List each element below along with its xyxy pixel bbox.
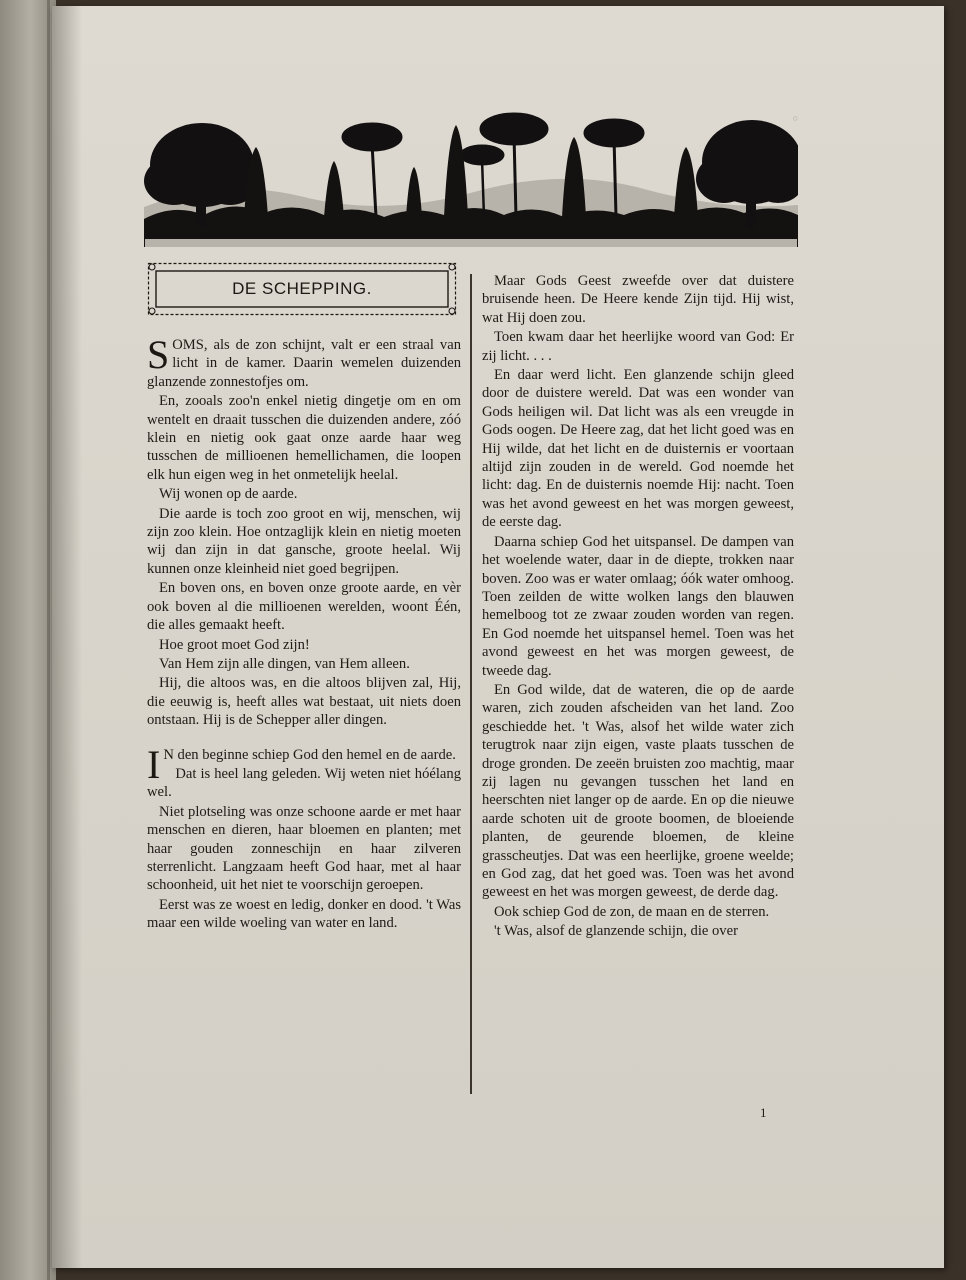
left-column xyxy=(147,262,461,933)
paragraph: Toen kwam daar het heerlijke woord van God: Er zij licht. . . . xyxy=(482,329,794,364)
intro-text: OMS, als de zon schijnt, valt er een straal van licht in de kamer. Daarin wemelen duizenden glanzende zonnestofjes om. xyxy=(147,337,461,390)
right-column xyxy=(482,272,794,941)
tropical-landscape-vignette-icon xyxy=(144,107,798,247)
column-divider xyxy=(470,274,472,1094)
paragraph: En, zooals zoo'n enkel nietig dingetje om en om wentelt en draait tusschen die duizenden andere, zóó klein en nietig ook gaat onze aarde haar weg tusschen de millioenen hemellichamen, die loopen elk hun eigen weg in het onmetelijk heelal. xyxy=(147,393,461,483)
paragraph: 't Was, alsof de glanzende schijn, die over xyxy=(494,923,738,940)
paragraph: Eerst was ze woest en ledig, donker en dood. 't Was maar een wilde woeling van water en land. xyxy=(147,896,461,932)
paragraph: Wij wonen op de aarde. xyxy=(159,486,298,503)
paragraph: En boven ons, en boven onze groote aarde, en vèr ook boven al die millioenen werelden, woont Één, die alles gemaakt heeft. xyxy=(147,580,461,634)
paragraph: En God wilde, dat de wateren, die op de aarde waren, zich zouden afscheiden van het land. Zoo geschiedde het. 't Was, alsof het wilde water zich terugtrok naar zijn eigen, vaste plaats tusschen de droge gronden. De zeeën bruisten zoo machtig, maar zij lagen nu gevangen tusschen het land en heerschten niet langer op de aarde. En op die nieuwe aarde schoten uit de groote boomen, de bloeiende planten, de geurende bloemen, de kleine grasscheutjes. Dat was een heerlijke, groene weelde; en God zag, dat het goed was. Toen was het avond geweest en het was morgen geweest, de derde dag. xyxy=(482,681,794,901)
paragraph: Maar Gods Geest zweefde over dat duistere bruisende heen. De Heere kende Zijn tijd. Hij wist, wat Hij doen zou. xyxy=(482,273,794,326)
paragraph: Niet plotseling was onze schoone aarde er met haar menschen en dieren, haar bloemen en planten; met haar gouden zonneschijn en haar zilveren sterrenlicht. Langzaam heeft God haar, met al haar schoonheid, uit het niet te voorschijn geroepen. xyxy=(147,803,461,894)
title-frame xyxy=(147,262,457,316)
paragraph: Dat is heel lang geleden. Wij weten niet hóélang wel. xyxy=(147,765,461,801)
dropcap: I xyxy=(147,741,161,787)
page-number: 1 xyxy=(760,1105,767,1120)
gutter-shadow xyxy=(52,6,82,1268)
paragraph: Die aarde is toch zoo groot en wij, menschen, wij zijn zoo klein. Hoe ontzaglijk klein en nietig moeten wij dan zijn in dat gansche, groote heelal. Wij kunnen onze kleinheid niet goed begrijpen. xyxy=(147,505,461,577)
paragraph: En daar werd licht. Een glanzende schijn gleed door de duistere wereld. Dat was een wonder van Gods heiligen wil. Dat licht was als een vreugde in Gods oogen. De Heere zag, dat het licht goed was en Hij wilde, dat het licht en de duisternis er voortaan altijd zijn zouden in de wereld. God noemde het licht: dag. En de duisternis noemde Hij: nacht. Toen was het avond geweest en het was morgen geweest, de eerste dag. xyxy=(482,367,794,531)
intro-paragraph xyxy=(147,332,461,391)
section-gap xyxy=(147,730,461,746)
paragraph: Ook schiep God de zon, de maan en de sterren. xyxy=(494,903,770,920)
paragraph: Daarna schiep God het uitspansel. De dampen van het woelende water, daar in de diepte, trokken naar boven. Zoo was er water omlaag; óók water omhoog. Toen zeilden de witte wolken langs den blauwen hemelboog tot ze zwaar zouden worden van regen. En God noemde het uitspansel hemel. Toen was het avond geweest en het was morgen geweest, de tweede dag. xyxy=(482,533,794,679)
section2-text: N den beginne schiep God den hemel en de aarde. xyxy=(163,746,456,763)
article-title: DE SCHEPPING. xyxy=(232,278,372,298)
book-page xyxy=(52,6,944,1268)
pencil-mark: ◦ xyxy=(792,108,799,128)
previous-page-edge xyxy=(0,0,56,1280)
paragraph: Van Hem zijn alle dingen, van Hem alleen. xyxy=(159,655,410,672)
dropcap: S xyxy=(147,332,170,377)
paragraph: Hij, die altoos was, en die altoos blijven zal, Hij, die eeuwig is, heeft alles wat bestaat, uit niets doen ontstaan. Hij is de Schepper aller dingen. xyxy=(147,675,461,729)
paragraph: Hoe groot moet God zijn! xyxy=(159,636,310,653)
